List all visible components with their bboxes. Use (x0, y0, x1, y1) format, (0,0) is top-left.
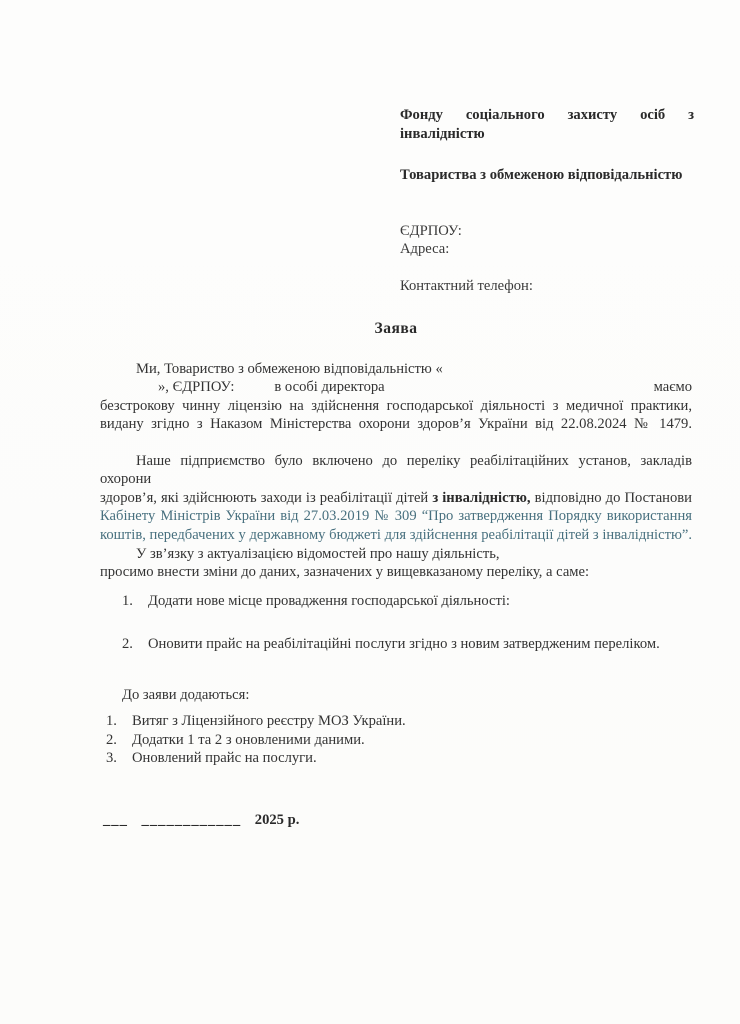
recipient-fund-name: Фонду соціального захисту осіб з інвалідністю (400, 107, 694, 142)
disability-bold-phrase: з інвалідністю, (432, 489, 531, 506)
date-year: 2025 р. (254, 812, 300, 828)
attachments-section (100, 686, 692, 768)
item-text: Додатки 1 та 2 з оновленими даними. (132, 731, 365, 748)
attachments-heading: До заяви додаються: (122, 687, 250, 703)
paragraph-license-line2 (100, 378, 692, 396)
item-number: 2. (106, 731, 117, 748)
change-item-2 (122, 635, 692, 653)
paragraph-request-line1: У зв’язку з актуалізацією відомостей про нашу діяльність, (136, 546, 500, 562)
recipient-block (400, 106, 694, 295)
item-text: Додати нове місце провадження господарської діяльності: (148, 593, 510, 609)
item-text: Оновити прайс на реабілітаційні послуги згідно з новим затвердженим переліком. (148, 635, 660, 652)
item-number: 3. (106, 750, 117, 767)
paragraph-license (100, 360, 692, 434)
paragraph-request (100, 545, 692, 582)
item-number: 2. (122, 635, 133, 652)
inclusion-line2-pre: здоров’я, які здійснюють заходи із реабілітації дітей (100, 489, 433, 506)
date-blank-long: ____________ (141, 812, 242, 828)
director-inline-label: в особі директора (274, 379, 385, 396)
item-number: 1. (106, 713, 117, 730)
paragraph-license-line1: Ми, Товариство з обмеженою відповідальністю « (136, 361, 443, 377)
maiemo-word: маємо (653, 379, 692, 396)
edrpou-label: ЄДРПОУ: (400, 222, 462, 239)
attachment-item-3 (106, 749, 692, 767)
item-text: Витяг з Ліцензійного реєстру МОЗ України. (132, 713, 406, 730)
paragraph-inclusion-line2 (100, 489, 692, 507)
paragraph-request-line2: просимо внести зміни до даних, зазначених у вищевказаному переліку, а саме: (100, 564, 590, 581)
attachments-list (100, 712, 692, 767)
paragraph-license-line4: видану згідно з Наказом Міністерства охорони здоров’я України від 22.08.2024 № 1479. (100, 416, 692, 433)
change-item-1 (122, 592, 692, 610)
date-line (103, 812, 299, 829)
recipient-company-type: Товариства з обмеженою відповідальністю (400, 167, 683, 183)
inclusion-line2-post: відповідно до Постанови (530, 489, 692, 506)
paragraph-inclusion-line1: Наше підприємство було включено до переліку реабілітаційних установ, закладів охорони (100, 453, 692, 488)
document-title: Заява (374, 320, 418, 337)
paragraph-inclusion (100, 452, 692, 544)
date-blank-short: ___ (103, 812, 128, 828)
address-label: Адреса: (400, 241, 450, 257)
edrpou-inline-label: », ЄДРПОУ: (158, 379, 235, 396)
changes-list (100, 592, 692, 653)
attachment-item-1 (106, 712, 692, 730)
paragraph-inclusion-line4: коштів, передбачених у державному бюджеті для здійснення реабілітації дітей з інвалідністю”. (100, 526, 692, 543)
item-number: 1. (122, 593, 133, 609)
item-text: Оновлений прайс на послуги. (132, 750, 317, 767)
phone-label: Контактний телефон: (400, 277, 533, 294)
paragraph-license-line3: безстрокову чинну ліцензію на здійснення господарської діяльності з медичної практики, (100, 397, 692, 414)
paragraph-inclusion-line3: Кабінету Міністрів України від 27.03.2019 № 309 “Про затвердження Порядку використання (100, 508, 692, 525)
attachment-item-2 (106, 731, 692, 749)
